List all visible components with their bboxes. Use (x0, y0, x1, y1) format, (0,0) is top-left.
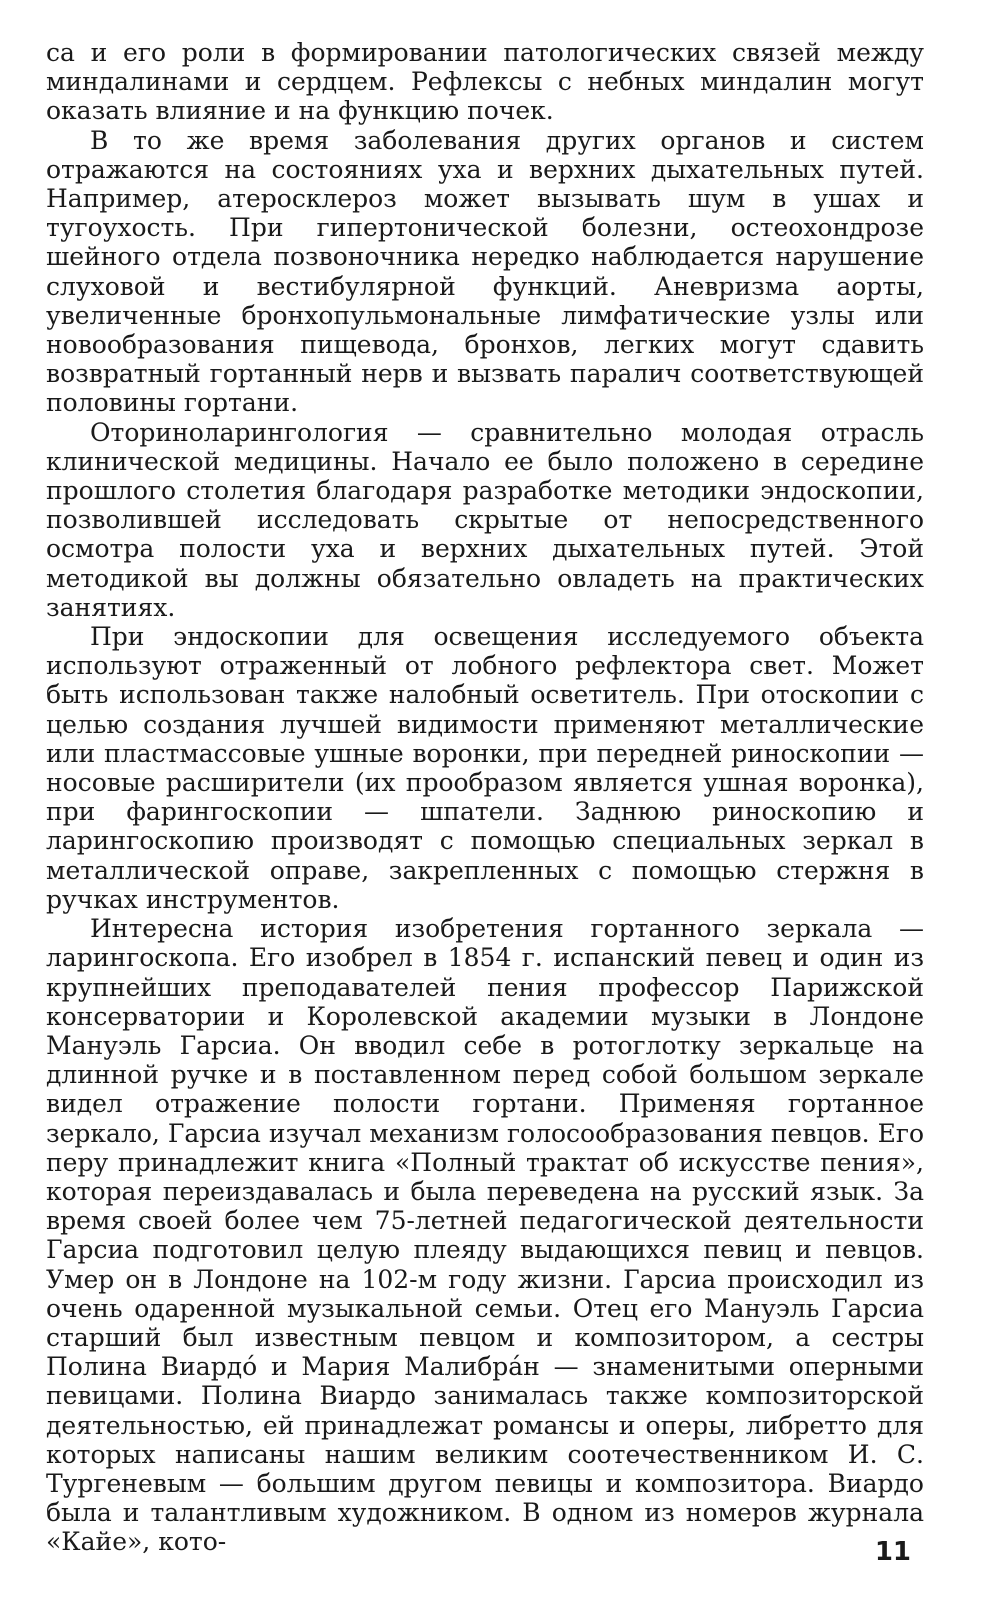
paragraph-diseases: В то же время заболевания других органов и систем отражаются на состояниях уха и верхних дыхательных путей. Например, атеросклероз может вызывать шум в ушах и тугоухость. При гипертонической болезни, остеохондрозе шейного отдела позвоночника нередко наблюдается нарушение слуховой и вестибулярной функций. Аневризма аорты, увеличенные бронхопульмональные лимфатические узлы или новообразования пищевода, бронхов, легких могут сдавить возвратный гортанный нерв и вызвать паралич соответствующей половины гортани. (46, 125, 924, 418)
paragraph-laryngoscope-history: Интересна история изобретения гортанного зеркала — ларингоскопа. Его изобрел в 1854 г. испанский певец и один из крупнейших преподавателей пения профессор Парижской консерватории и Королевской академии музыки в Лондоне Мануэль Гарсиа. Он вводил себе в ротоглотку зеркальце на длинной ручке и в поставленном перед собой большом зеркале видел отражение полости гортани. Применяя гортанное зеркало, Гарсиа изучал механизм голосообразования певцов. Его перу принадлежит книга «Полный трактат об искусстве пения», которая переиздавалась и была переведена на русский язык. За время своей более чем 75-летней педагогической деятельности Гарсиа подготовил целую плеяду выдающихся певиц и певцов. Умер он в Лондоне на 102-м году жизни. Гарсиа происходил из очень одаренной музыкальной семьи. Отец его Мануэль Гарсиа старший был известным певцом и композитором, а сестры Полина Виардó и Мария Малибрáн — знаменитыми оперными певицами. Полина Виардо занималась также композиторской деятельностью, ей принадлежат романсы и оперы, либретто для которых написаны нашим великим соотечественником И. С. Тургеневым — большим другом певицы и композитора. Виардо была и талантливым художником. В одном из номеров журнала «Кайе», кото- (46, 914, 924, 1557)
page-body (46, 38, 924, 1557)
paragraph-continuation: са и его роли в формировании патологических связей между миндалинами и сердцем. Рефлексы с небных миндалин могут оказать влияние и на функцию почек. (46, 38, 924, 126)
paragraph-otorhinolaryngology: Оториноларингология — сравнительно молодая отрасль клинической медицины. Начало ее было положено в середине прошлого столетия благодаря разработке методики эндоскопии, позволившей исследовать скрытые от непосредственного осмотра полости уха и верхних дыхательных путей. Этой методикой вы должны обязательно овладеть на практических занятиях. (46, 417, 924, 622)
paragraph-endoscopy: При эндоскопии для освещения исследуемого объекта используют отраженный от лобного рефлектора свет. Может быть использован также налобный осветитель. При отоскопии с целью создания лучшей видимости применяют металлические или пластмассовые ушные воронки, при передней риноскопии — носовые расширители (их прообразом является ушная воронка), при фарингоскопии — шпатели. Заднюю риноскопию и ларингоскопию производят с помощью специальных зеркал в металлической оправе, закрепленных с помощью стержня в ручках инструментов. (46, 622, 924, 914)
page-number: 11 (874, 1537, 911, 1567)
